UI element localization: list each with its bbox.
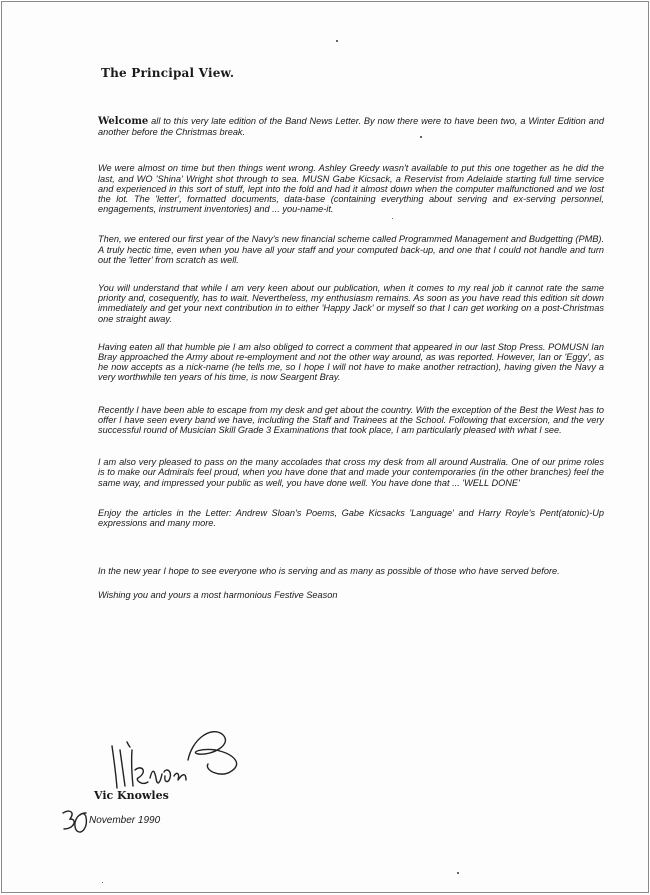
closing-line: Wishing you and yours a most harmonious Festive Season <box>98 590 338 601</box>
drop-word: Welcome <box>98 116 149 127</box>
scan-speck <box>392 218 393 219</box>
paragraph: Recently I have been able to escape from my desk and get about the country. With the exception of the Best the West has to offer I have seen every band we have, including the Staff and Trainees at the School. Following that excersion, and the very successful round of Musician Skill Grade 3 Examinations that took place, I am particularly pleased with what I see. <box>98 404 604 436</box>
letter-heading: The Principal View. <box>101 66 235 80</box>
scan-speck <box>457 872 459 874</box>
letter-date <box>60 807 220 837</box>
paragraph: We were almost on time but then things went wrong. Ashley Greedy wasn't available to put this one together as he did the last, and WO 'Shina' Wright shot through to sea. MUSN Gabe Kicsack, a Reservist from Adelaide starting full time service and experienced in this sort of stuff, lept into the fold and had it almost down when the computer malfunctioned and we lost the lot. The 'letter', formatted documents, data-base (containing everything about serving and ex-serving personnel, engagements, instrument inventories) and ... you-name-it. <box>98 163 604 215</box>
paragraph: I am also very pleased to pass on the many accolades that cross my desk from all around Australia. One of our prime roles is to make our Admirals feel proud, when you have done that and made your contemporaries (in the other branches) feel the same way, and impressed your public as well, you have done well. You have done that ... 'WELL DONE' <box>98 457 604 488</box>
scan-speck <box>336 40 338 42</box>
handwritten-day <box>60 807 90 837</box>
scan-speck <box>420 136 422 138</box>
paragraph: Having eaten all that humble pie I am also obliged to correct a comment that appeared in our last Stop Press. POMUSN Ian Bray approached the Army about re-employment and not the other way around, as was reported. However, Ian or 'Eggy', as he now accepts as a nick-name (he tells me, so I hope I will not have to make another retraction), having given the Navy a very worthwhile ten years of his time, is now Seargent Bray. <box>98 341 604 383</box>
paragraph: You will understand that while I am very keen about our publication, when it comes to my real job it cannot rate the same priority and, cosequently, has to wait. Nevertheless, my enthusiasm remains. As soon as you have read this edition sit down immediately and get your next contribution in to either 'Happy Jack' or myself so that I can get working on a post-Christmas one straight away. <box>98 283 604 324</box>
signature-name: Vic Knowles <box>94 789 169 802</box>
scan-speck <box>102 882 103 883</box>
paragraph: Enjoy the articles in the Letter: Andrew Sloan's Poems, Gabe Kicsacks 'Language' and Harry Royle's Pent(atonic)-Up expressions and many more. <box>98 507 604 529</box>
date-text: November 1990 <box>89 815 161 826</box>
paragraph-text: all to this very late edition of the Band News Letter. By now there were to have been two, a Winter Edition and another before the Christmas break. <box>98 116 604 138</box>
paragraph: In the new year I hope to see everyone who is serving and as many as possible of those who have served before. <box>98 566 560 577</box>
paragraph: Then, we entered our first year of the Navy's new financial scheme called Programmed Management and Budgetting (PMB). A truly hectic time, even when you have all your staff and your computed back-up, and one that I could not handle and turn out the 'letter' from scratch as well. <box>98 234 604 265</box>
letter-page <box>1 1 649 893</box>
handwritten-signature <box>102 720 252 795</box>
letter-body <box>98 116 604 601</box>
paragraph <box>98 116 604 137</box>
